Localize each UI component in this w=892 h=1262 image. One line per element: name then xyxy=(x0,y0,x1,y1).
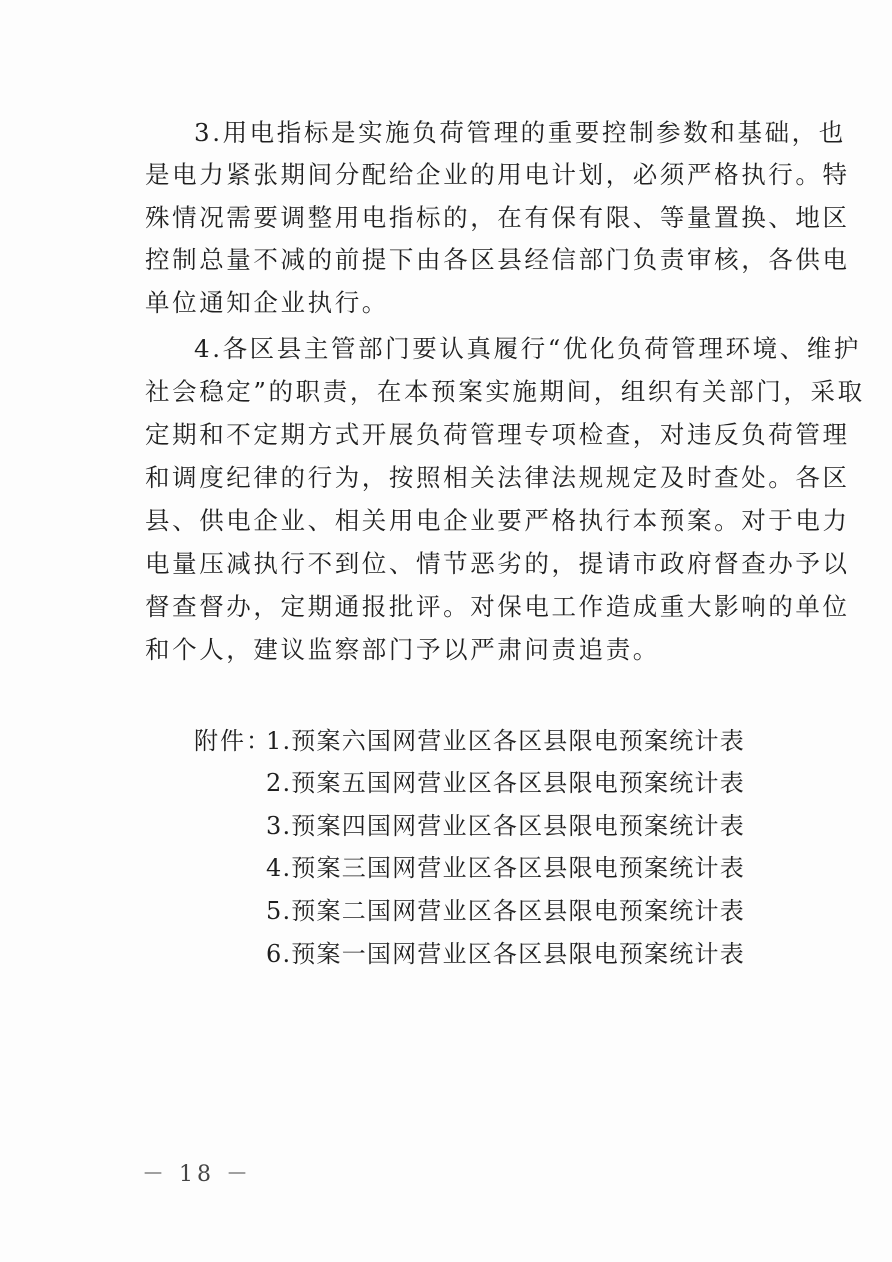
page-number: － 18 － xyxy=(142,1162,252,1187)
attachment-item: 6.预案一国网营业区各区县限电预案统计表 xyxy=(266,940,745,968)
paragraph-line: 定期和不定期方式开展负荷管理专项检查，对违反负荷管理 xyxy=(145,420,850,449)
paragraph-line: 县、供电企业、相关用电企业要严格执行本预案。对于电力 xyxy=(145,506,850,535)
paragraph-line: 督查督办，定期通报批评。对保电工作造成重大影响的单位 xyxy=(145,592,850,621)
paragraph-line: 单位通知企业执行。 xyxy=(145,288,389,317)
paragraph-line: 3.用电指标是实施负荷管理的重要控制参数和基础，也 xyxy=(194,118,846,147)
attachment-item: 1.预案六国网营业区各区县限电预案统计表 xyxy=(266,727,745,755)
paragraph-line: 是电力紧张期间分配给企业的用电计划，必须严格执行。特 xyxy=(145,160,850,189)
paragraph-line: 殊情况需要调整用电指标的，在有保有限、等量置换、地区 xyxy=(145,203,850,232)
attachment-item: 3.预案四国网营业区各区县限电预案统计表 xyxy=(266,812,745,840)
attachment-item: 4.预案三国网营业区各区县限电预案统计表 xyxy=(266,854,745,882)
paragraph-line: 和调度纪律的行为，按照相关法律法规规定及时查处。各区 xyxy=(145,463,850,492)
paragraph-line: 和个人，建议监察部门予以严肃问责追责。 xyxy=(145,635,660,664)
paragraph-line: 社会稳定”的职责，在本预案实施期间，组织有关部门，采取 xyxy=(145,377,865,406)
attachments-label: 附件： xyxy=(194,727,272,755)
paragraph-line: 4.各区县主管部门要认真履行“优化负荷管理环境、维护 xyxy=(194,334,861,363)
attachment-item: 2.预案五国网营业区各区县限电预案统计表 xyxy=(266,769,745,797)
paragraph-line: 控制总量不减的前提下由各区县经信部门负责审核，各供电 xyxy=(145,245,850,274)
paragraph-line: 电量压减执行不到位、情节恶劣的，提请市政府督查办予以 xyxy=(145,549,850,578)
attachment-item: 5.预案二国网营业区各区县限电预案统计表 xyxy=(266,897,745,925)
